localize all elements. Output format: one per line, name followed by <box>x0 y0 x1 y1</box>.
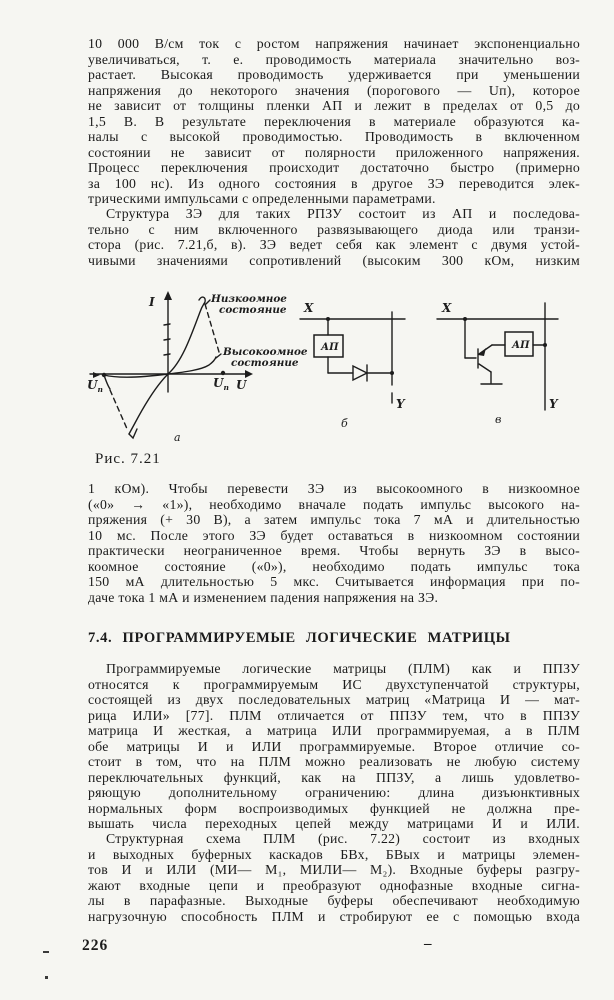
text-line: трическими импульсами с определенными параметрами. <box>88 191 436 206</box>
paragraph-1 <box>88 36 580 207</box>
x-axis-arrow <box>245 370 253 378</box>
u-subscript: п <box>223 383 229 392</box>
text-line: 10 000 В/см ток с ростом напряжения начинает экспоненциально <box>88 36 580 51</box>
switch-dashed-q1 <box>205 304 219 352</box>
low-resistance-curve-neg <box>129 374 168 434</box>
y-line-label: Y <box>396 397 405 411</box>
text-line: («0» → «1»), необходимо вначале подать импульс высокого на- <box>88 496 580 512</box>
switch-dashed-q3 <box>110 390 128 431</box>
text-line: стоит в том, что на ПЛМ можно реализовать не любую систему <box>88 754 580 769</box>
text-line: вышать числа переходных цепей между матрицами И и ИЛИ. <box>88 816 580 831</box>
figure-7-21 <box>85 288 580 456</box>
text-line: чивыми значениями сопротивлений (высоким 300 кОм, низким <box>88 252 580 268</box>
subfigure-label-b: б <box>341 417 348 430</box>
text-line: переключательных функций, как на ППЗУ, а лишь удовлетво- <box>88 769 580 785</box>
text-line: за 100 нс). Из одного состояния в другое ЗЭ переводится элек- <box>88 175 580 191</box>
text-line: Программируемые логические матрицы (ПЛМ) как и ППЗУ <box>106 661 580 676</box>
iv-curve-graph <box>87 291 308 444</box>
paragraph-5 <box>88 831 580 924</box>
scan-speck <box>45 976 48 979</box>
text-line: коомное состояние («0»), необходимо подать импульс тока <box>88 558 580 574</box>
footer-dash: – <box>424 936 432 952</box>
low-resistance-curve <box>168 297 205 374</box>
y-axis-arrow <box>164 291 172 300</box>
low-state-label-line1: Низкоомное <box>211 293 287 305</box>
low-state-label-line2: состояние <box>219 304 287 316</box>
diode-triangle <box>353 366 367 380</box>
text-line: лы в парафазные. Выходные буферы обеспечивают необходимую <box>88 893 580 908</box>
text-line: тельно с ним включенного развязывающего диода или транзи- <box>88 221 580 237</box>
text-line: 10 мс. После этого ЗЭ будет оставаться в низкоомном состоянии <box>88 527 580 543</box>
u-threshold-right-label <box>213 376 229 392</box>
u-symbol: U <box>87 378 98 392</box>
u-subscript: п <box>97 385 103 394</box>
text-line: Структура ЗЭ для таких РПЗУ состоит из АП и последова- <box>106 206 580 221</box>
text-line: растает. Высокая проводимость удерживается при уменьшении <box>88 67 580 82</box>
high-state-label-line2: состояние <box>231 357 299 369</box>
scan-speck <box>43 951 49 953</box>
y-line-label: Y <box>549 397 558 411</box>
ap-box-label: АП <box>321 342 339 353</box>
ap-box-label: АП <box>512 340 530 351</box>
axis-label-i: I <box>149 295 155 309</box>
x-line-label: X <box>442 301 452 315</box>
paragraph-2 <box>88 206 580 268</box>
label-leader-high <box>216 354 221 358</box>
text-line: увеличиваться, т. е. проводимость материала значительно воз- <box>88 51 580 67</box>
text-line: нормальных форм воспроизводимых функцией не должна пре- <box>88 800 580 816</box>
text-line: 1,5 В. В результате переключения в материале образуются ка- <box>88 113 580 129</box>
paragraph-4 <box>88 661 580 832</box>
text-line: тов И и ИЛИ (МИ— М₁, МИЛИ— М₂). Входные буферы разгру- <box>88 862 580 877</box>
paragraph-3 <box>88 481 580 605</box>
diode-cell-circuit <box>300 301 406 430</box>
text-line: и выходных буферных каскадов БВх, БВых и матрицы элемен- <box>88 846 580 862</box>
text-line: стора (рис. 7.21,б, в). ЗЭ ведет себя как элемент с двумя устой- <box>88 237 580 252</box>
text-line: 150 мА длительностью 5 мкс. Считывается информация при по- <box>88 574 580 589</box>
axis-label-u: U <box>236 378 247 392</box>
high-state-label-line1: Высокоомное <box>223 346 308 358</box>
text-line: нагрузочную способность ПЛМ и стробируют ее с помощью входа <box>88 908 580 924</box>
subfigure-label-v: в <box>495 413 502 426</box>
label-leader-low <box>206 300 210 304</box>
text-line: ряющую дополнительному ограничению: длина дизъюнктивных <box>88 785 580 800</box>
x-line-label: X <box>304 301 314 315</box>
text-line: рица ИЛИ» [77]. ПЛМ отличается от ППЗУ тем, что в ППЗУ <box>88 707 580 723</box>
section-heading: 7.4. ПРОГРАММИРУЕМЫЕ ЛОГИЧЕСКИЕ МАТРИЦЫ <box>88 630 511 646</box>
figure-caption: Рис. 7.21 <box>95 451 161 467</box>
subfigure-label-a: а <box>174 431 181 444</box>
text-line: даче тока 1 мА и изменением падения напряжения на ЗЭ. <box>88 589 439 605</box>
transistor-arrow <box>478 348 486 356</box>
text-line: состоянии не зависит от полярности приложенного напряжения. <box>88 144 580 160</box>
text-line: 1 кОм). Чтобы перевести ЗЭ из высокоомного в низкоомное <box>88 481 580 496</box>
text-line: состоящей из двух последовательных матриц «Матрица И — мат- <box>88 692 580 707</box>
transistor-cell-circuit <box>437 301 559 426</box>
text-line: относятся к программируемым ИС двухступенчатой структуры, <box>88 676 580 692</box>
text-line: практически неограниченное время. Чтобы вернуть ЗЭ в высо- <box>88 543 580 558</box>
u-threshold-right-dot <box>221 371 225 375</box>
text-line: Процесс переключения происходит достаточно быстро (примерно <box>88 160 580 175</box>
text-line: налы с высокой проводимостью. Проводимость в включенном <box>88 129 580 144</box>
text-line: жают входные цепи и преобразуют однофазные входные сигна- <box>88 877 580 893</box>
threshold-branch-neg <box>104 375 110 389</box>
u-threshold-left-label <box>87 378 103 394</box>
u-symbol: U <box>213 376 224 390</box>
text-line: пряжения (+ 30 В), а затем импульс тока 7 мА и длительностью <box>88 512 580 527</box>
text-line: обе матрицы И и ИЛИ программируемые. Второе отличие со- <box>88 738 580 754</box>
text-line: напряжения до некоторого значения (порогового — Uп), которое <box>88 82 580 98</box>
text-line: Структурная схема ПЛМ (рис. 7.22) состоит из входных <box>106 831 580 846</box>
page-number: 226 <box>82 937 109 954</box>
text-line: не зависит от толщины пленки АП и лежит в пределах от 0,5 до <box>88 98 580 113</box>
transistor-emitter <box>479 364 491 372</box>
text-line: матрица И жесткая, а матрица ИЛИ программируемая, а в ПЛМ <box>88 723 580 738</box>
